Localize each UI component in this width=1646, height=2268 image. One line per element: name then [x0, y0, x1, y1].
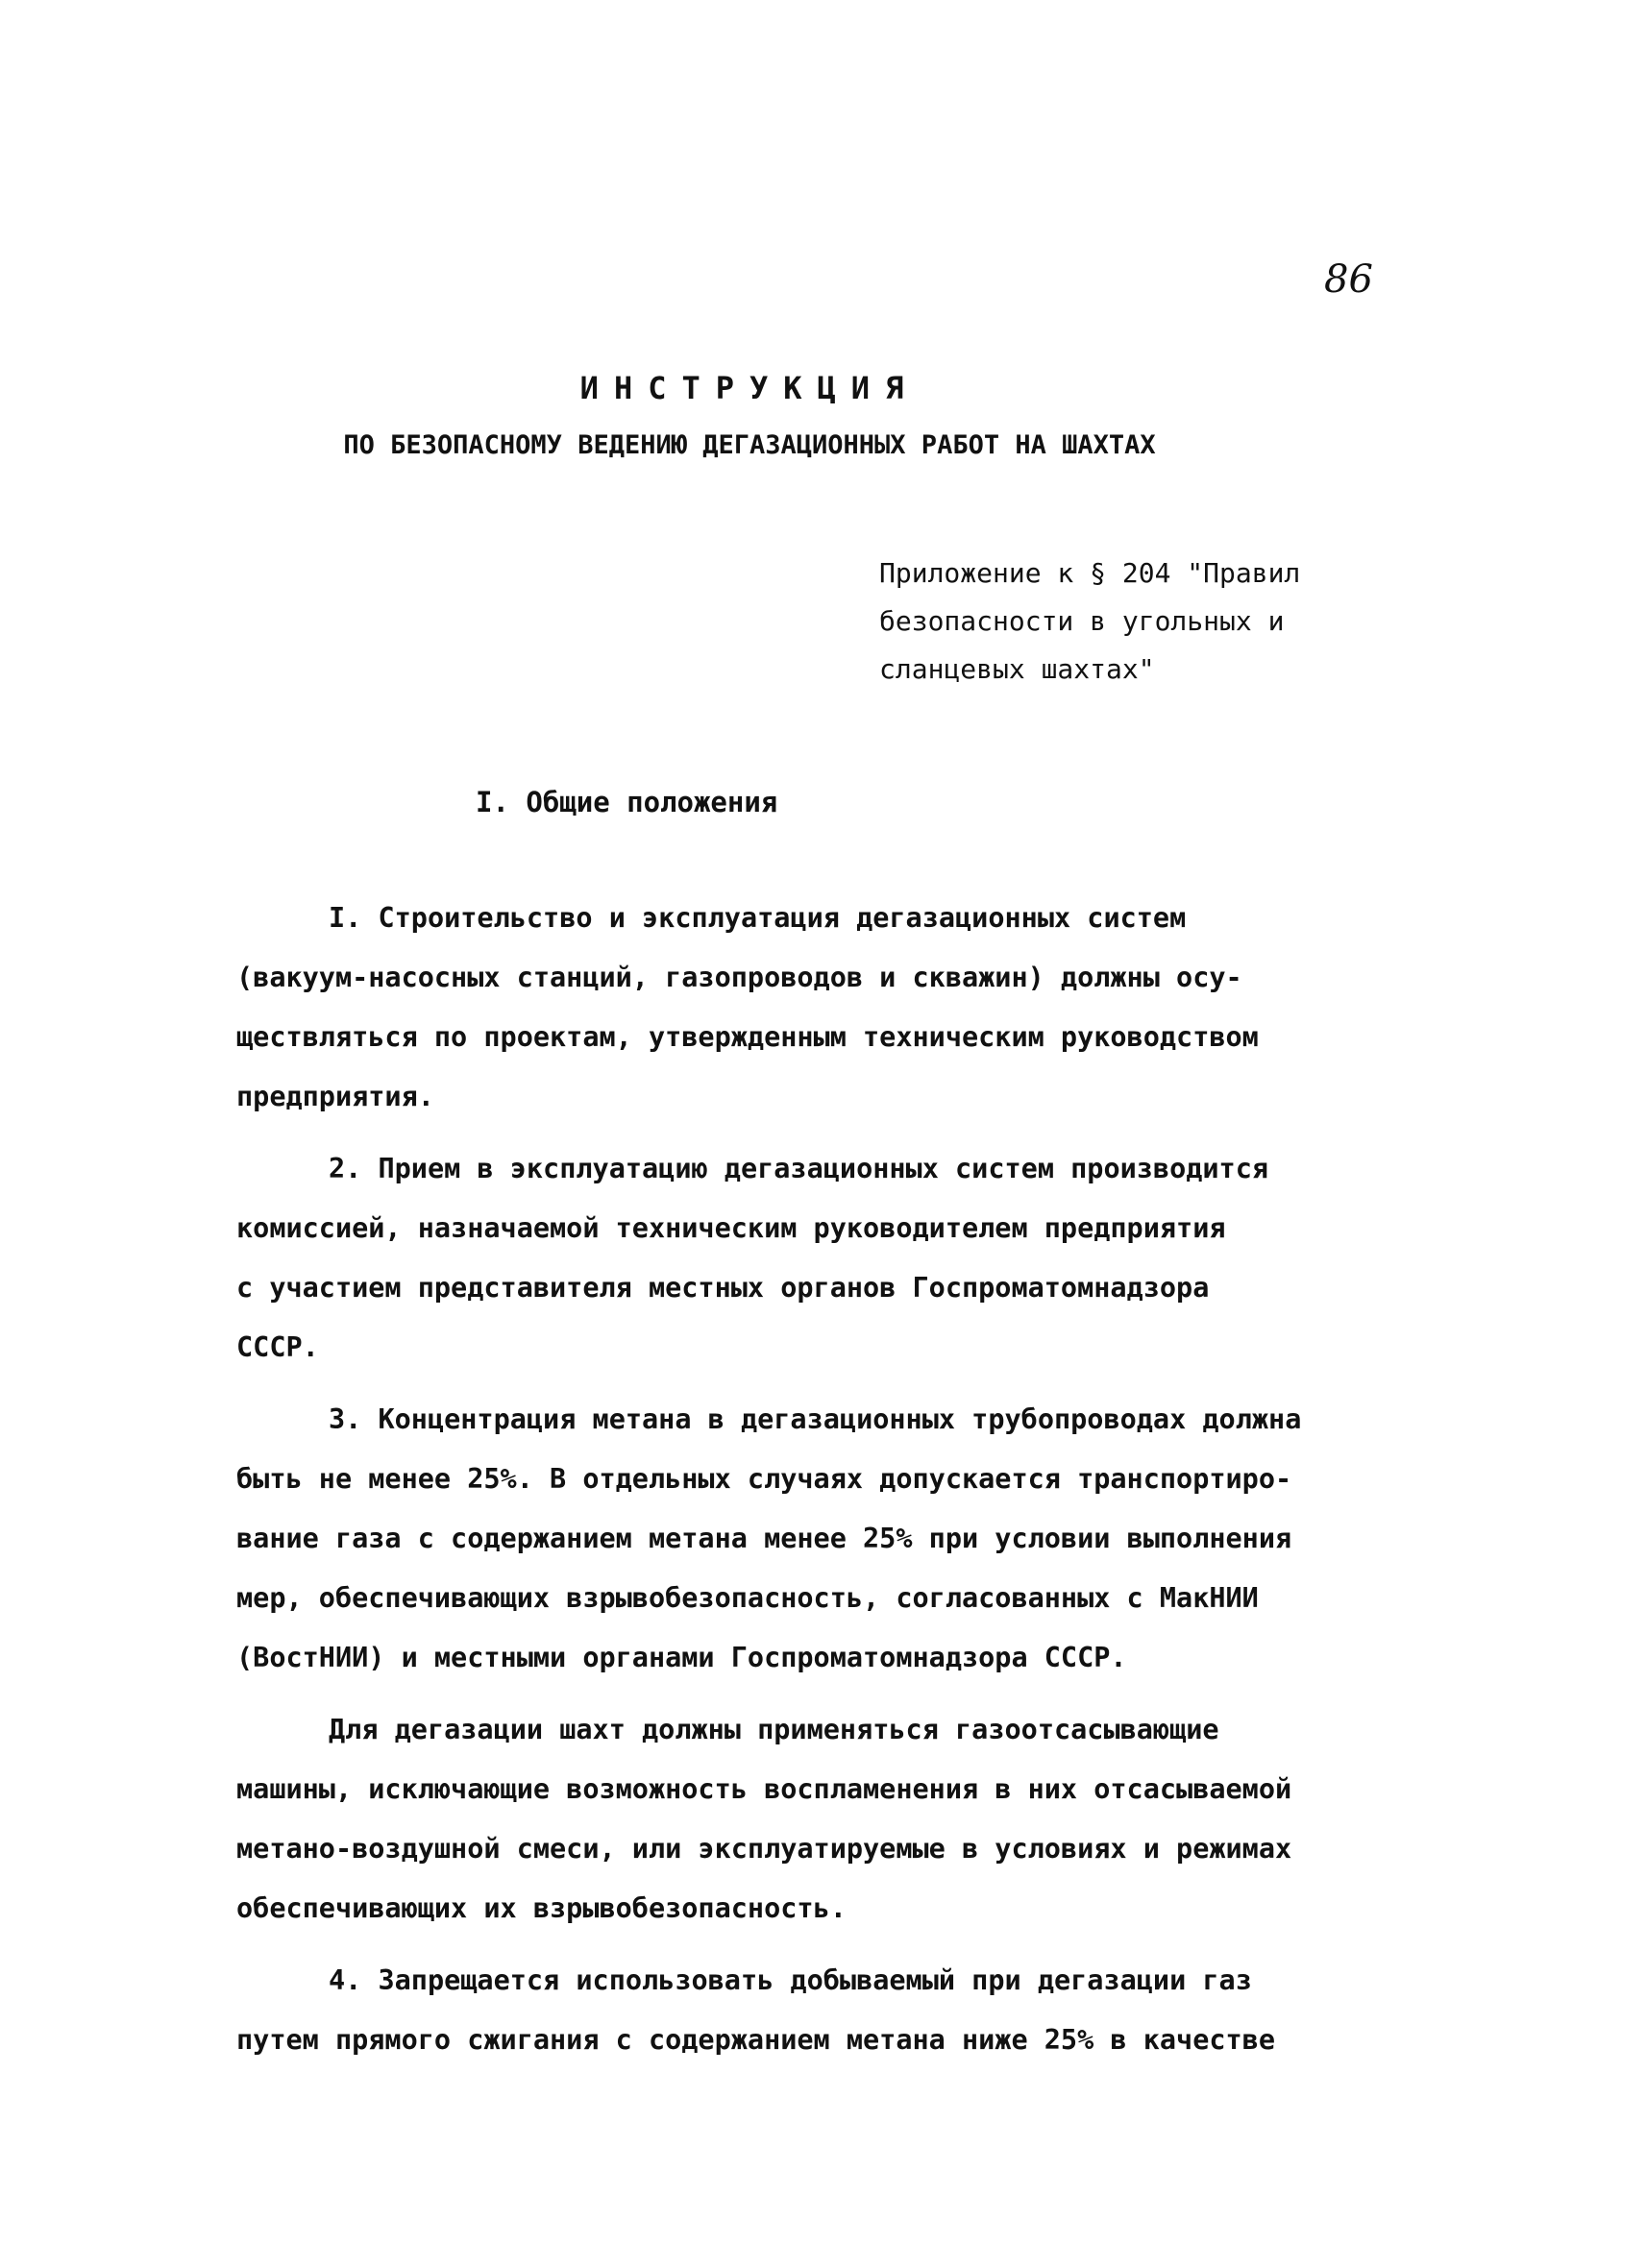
paragraph-5 — [236, 1951, 1389, 2070]
text-line: СССР. — [236, 1331, 319, 1363]
text-line: 4. Запрещается использовать добываемый при дегазации газ — [329, 1964, 1252, 1996]
text-line: быть не менее 25%. В отдельных случаях допускается транспортиро- — [236, 1463, 1292, 1495]
body-text — [236, 889, 1389, 2083]
appendix-line: безопасности в угольных и — [879, 605, 1285, 637]
text-line: ществляться по проектам, утвержденным техническим руководством — [236, 1021, 1259, 1053]
paragraph-1 — [236, 889, 1389, 1127]
text-line: с участием представителя местных органов Госпроматомнадзора — [236, 1272, 1210, 1304]
document-subtitle: ПО БЕЗОПАСНОМУ ВЕДЕНИЮ ДЕГАЗАЦИОННЫХ РАБОТ НА ШАХТАХ — [343, 430, 1156, 460]
text-line: метано-воздушной смеси, или эксплуатируемые в условиях и режимах — [236, 1833, 1292, 1865]
text-line: вание газа с содержанием метана менее 25% при условии выполнения — [236, 1523, 1292, 1554]
appendix-line: Приложение к § 204 "Правил — [879, 557, 1301, 589]
paragraph-4 — [236, 1700, 1389, 1939]
text-line: 2. Прием в эксплуатацию дегазационных систем производится — [329, 1153, 1269, 1184]
paragraph-2 — [236, 1139, 1389, 1378]
section-heading: I. Общие положения — [476, 786, 778, 818]
text-line: мер, обеспечивающих взрывобезопасность, согласованных с МакНИИ — [236, 1582, 1259, 1614]
document-title: ИНСТРУКЦИЯ — [579, 370, 920, 406]
text-line: предприятия. — [236, 1081, 434, 1112]
text-line: I. Строительство и эксплуатация дегазационных систем — [329, 902, 1187, 934]
text-line: (ВостНИИ) и местными органами Госпроматомнадзора СССР. — [236, 1642, 1127, 1673]
text-line: Для дегазации шахт должны применяться газоотсасывающие — [329, 1714, 1219, 1745]
text-line: путем прямого сжигания с содержанием метана ниже 25% в качестве — [236, 2024, 1275, 2056]
appendix-note — [879, 549, 1417, 694]
page-number: 86 — [1324, 257, 1373, 302]
text-line: (вакуум-насосных станций, газопроводов и скважин) должны осу- — [236, 962, 1242, 993]
appendix-line: сланцевых шахтах" — [879, 653, 1155, 685]
text-line: комиссией, назначаемой техническим руководителем предприятия — [236, 1212, 1226, 1244]
paragraph-3 — [236, 1390, 1389, 1688]
text-line: машины, исключающие возможность воспламенения в них отсасываемой — [236, 1773, 1292, 1805]
text-line: 3. Концентрация метана в дегазационных трубопроводах должна — [329, 1403, 1302, 1435]
text-line: обеспечивающих их взрывобезопасность. — [236, 1892, 847, 1924]
